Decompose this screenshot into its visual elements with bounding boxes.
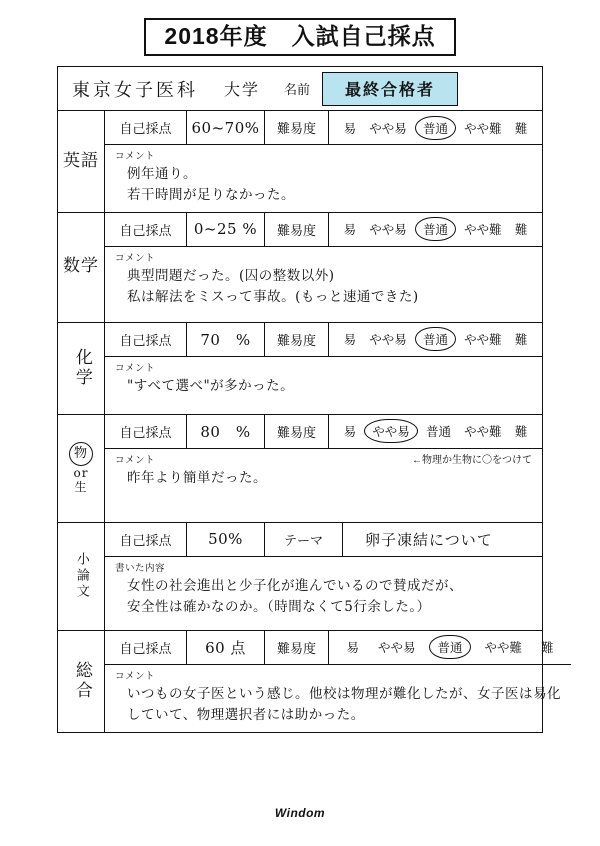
comment-line: "すべて選べ"が多かった。 bbox=[127, 377, 295, 394]
score-label: 自己採点 bbox=[105, 631, 187, 664]
comment-label: コメント bbox=[115, 454, 156, 466]
status-badge: 最終合格者 bbox=[322, 72, 458, 106]
difficulty-choice-somewhat-hard[interactable]: やや難 bbox=[464, 121, 502, 136]
subject-label-chemistry bbox=[58, 323, 105, 414]
comment-line: 昨年より簡単だった。 bbox=[127, 469, 267, 486]
difficulty-choice-somewhat-easy[interactable]: やや易 bbox=[364, 419, 418, 443]
score-label: 自己採点 bbox=[105, 111, 187, 144]
score-value-essay: 50% bbox=[187, 523, 265, 556]
comment-label: コメント bbox=[115, 151, 156, 162]
difficulty-choice-easy[interactable]: 易 bbox=[343, 425, 357, 440]
comment-label: コメント bbox=[115, 252, 156, 264]
score-row-math bbox=[105, 213, 542, 247]
score-value-english: 60~70% bbox=[187, 111, 265, 144]
difficulty-choice-normal[interactable]: 普通 bbox=[415, 116, 456, 140]
subject-label-math: 数学 bbox=[58, 213, 105, 322]
circle-instruction-note: ←物理か生物に〇をつけて bbox=[412, 454, 532, 466]
comment-label: コメント bbox=[115, 670, 156, 682]
subject-block-math bbox=[58, 213, 542, 323]
difficulty-label: 難易度 bbox=[265, 213, 329, 246]
difficulty-choice-somewhat-easy[interactable]: やや易 bbox=[369, 333, 407, 348]
subject-body-english bbox=[105, 111, 542, 212]
comment-text-chemistry bbox=[115, 376, 532, 397]
difficulty-choice-normal[interactable]: 普通 bbox=[415, 217, 456, 241]
subject-body-chemistry bbox=[105, 323, 542, 414]
comment-block-english bbox=[105, 145, 542, 212]
difficulty-choice-normal[interactable]: 普通 bbox=[429, 635, 470, 659]
difficulty-choice-hard[interactable]: 難 bbox=[514, 121, 528, 136]
score-value-physics-biology: 80 % bbox=[187, 415, 265, 448]
score-row-overall bbox=[105, 631, 571, 665]
comment-line: 安全性は確かなのか。（時間なくて5行余した。） bbox=[127, 598, 431, 615]
difficulty-choice-somewhat-hard[interactable]: やや難 bbox=[464, 223, 502, 238]
difficulty-choice-easy[interactable]: 易 bbox=[343, 121, 357, 136]
comment-line: いつもの女子医という感じ。他校は物理が難化したが、女子医は易化 bbox=[127, 685, 561, 702]
difficulty-choice-somewhat-easy[interactable]: やや易 bbox=[369, 121, 407, 136]
sheet-frame bbox=[57, 66, 561, 733]
comment-line: 若干時間が足りなかった。 bbox=[127, 186, 295, 203]
difficulty-choices-chemistry bbox=[329, 327, 542, 351]
comment-block-physics-biology bbox=[105, 449, 542, 522]
difficulty-label: 難易度 bbox=[265, 111, 329, 144]
difficulty-choice-easy[interactable]: 易 bbox=[346, 641, 359, 656]
comment-text-math bbox=[115, 266, 532, 308]
difficulty-choices-overall bbox=[329, 635, 571, 659]
subject-label-chemistry-text: 化学 bbox=[71, 348, 92, 389]
page-title-wrap bbox=[0, 18, 600, 56]
score-label: 自己採点 bbox=[105, 213, 187, 246]
subject-label-english: 英語 bbox=[58, 111, 105, 212]
subject-body-overall bbox=[105, 631, 571, 732]
subject-block-chemistry bbox=[58, 323, 542, 415]
subject-label-essay bbox=[58, 523, 105, 630]
difficulty-choice-normal[interactable]: 普通 bbox=[425, 425, 451, 440]
score-row-physics-biology bbox=[105, 415, 542, 449]
score-row-essay bbox=[105, 523, 542, 557]
difficulty-label: 難易度 bbox=[265, 415, 329, 448]
comment-text-english bbox=[115, 164, 532, 206]
difficulty-choice-somewhat-hard[interactable]: やや難 bbox=[484, 641, 522, 656]
difficulty-choice-hard[interactable]: 難 bbox=[514, 223, 528, 238]
comment-block-essay bbox=[105, 557, 542, 630]
difficulty-choice-somewhat-easy[interactable]: やや易 bbox=[377, 641, 416, 656]
difficulty-label: 難易度 bbox=[265, 631, 329, 664]
difficulty-choice-somewhat-easy[interactable]: やや易 bbox=[369, 223, 407, 238]
score-value-math: 0~25 % bbox=[187, 213, 265, 246]
difficulty-choice-hard[interactable]: 難 bbox=[540, 641, 554, 656]
comment-block-math bbox=[105, 247, 542, 322]
difficulty-choices-physics-biology bbox=[329, 419, 542, 443]
subject-body-physics-biology bbox=[105, 415, 542, 522]
subject-block-overall bbox=[58, 631, 561, 732]
subject-label-biology: 生 bbox=[74, 479, 88, 494]
comment-label: コメント bbox=[115, 362, 156, 374]
theme-label: テーマ bbox=[265, 523, 343, 556]
subject-label-overall bbox=[58, 631, 105, 732]
name-label: 名前 bbox=[284, 82, 311, 97]
difficulty-label: 難易度 bbox=[265, 323, 329, 356]
comment-line: 女性の社会進出と少子化が進んでいるので賛成だが、 bbox=[127, 577, 463, 594]
difficulty-choice-normal[interactable]: 普通 bbox=[415, 327, 456, 351]
comment-line: 典型問題だった。(囚の整数以外) bbox=[127, 267, 335, 284]
score-row-english bbox=[105, 111, 542, 145]
subject-body-essay bbox=[105, 523, 542, 630]
comment-line: 私は解法をミスって事故。(もっと速通できた) bbox=[127, 288, 419, 305]
comment-block-overall bbox=[105, 665, 571, 732]
difficulty-choices-english bbox=[329, 116, 542, 140]
difficulty-choice-easy[interactable]: 易 bbox=[343, 223, 357, 238]
comment-line: していて、物理選択者には助かった。 bbox=[127, 706, 365, 723]
difficulty-choice-easy[interactable]: 易 bbox=[343, 333, 357, 348]
subject-label-physics-biology bbox=[58, 415, 105, 522]
subject-label-physics: 物 bbox=[69, 442, 93, 466]
subject-block-physics-biology bbox=[58, 415, 542, 523]
university-label: 大学 bbox=[224, 80, 261, 99]
theme-value-essay: 卵子凍結について bbox=[365, 530, 493, 549]
difficulty-choice-somewhat-hard[interactable]: やや難 bbox=[464, 333, 502, 348]
difficulty-choice-somewhat-hard[interactable]: やや難 bbox=[464, 425, 502, 440]
score-value-chemistry: 70 % bbox=[187, 323, 265, 356]
comment-text-overall bbox=[115, 684, 561, 726]
subject-label-essay-text: 小論文 bbox=[73, 552, 89, 601]
school-name: 東京女子医科 bbox=[72, 79, 198, 101]
difficulty-choice-hard[interactable]: 難 bbox=[514, 333, 528, 348]
subject-label-or: or bbox=[73, 466, 89, 481]
subject-block-essay bbox=[58, 523, 542, 631]
score-label: 自己採点 bbox=[105, 415, 187, 448]
comment-block-chemistry bbox=[105, 357, 542, 414]
comment-line: 例年通り。 bbox=[127, 166, 197, 182]
comment-text-essay bbox=[115, 576, 532, 618]
subject-block-english bbox=[58, 111, 542, 213]
page-title: 2018年度 入試自己採点 bbox=[144, 18, 455, 56]
written-content-label: 書いた内容 bbox=[115, 562, 166, 574]
difficulty-choices-math bbox=[329, 217, 542, 241]
comment-text-physics-biology bbox=[115, 468, 532, 489]
difficulty-choice-hard[interactable]: 難 bbox=[514, 425, 528, 440]
subject-label-overall-text: 総合 bbox=[71, 661, 92, 702]
score-label: 自己採点 bbox=[105, 323, 187, 356]
score-value-overall: 60 点 bbox=[187, 631, 265, 664]
score-label: 自己採点 bbox=[105, 523, 187, 556]
sheet-header-row bbox=[58, 67, 542, 111]
footer-brand: Windom bbox=[274, 806, 326, 820]
subject-body-math bbox=[105, 213, 542, 322]
score-row-chemistry bbox=[105, 323, 542, 357]
